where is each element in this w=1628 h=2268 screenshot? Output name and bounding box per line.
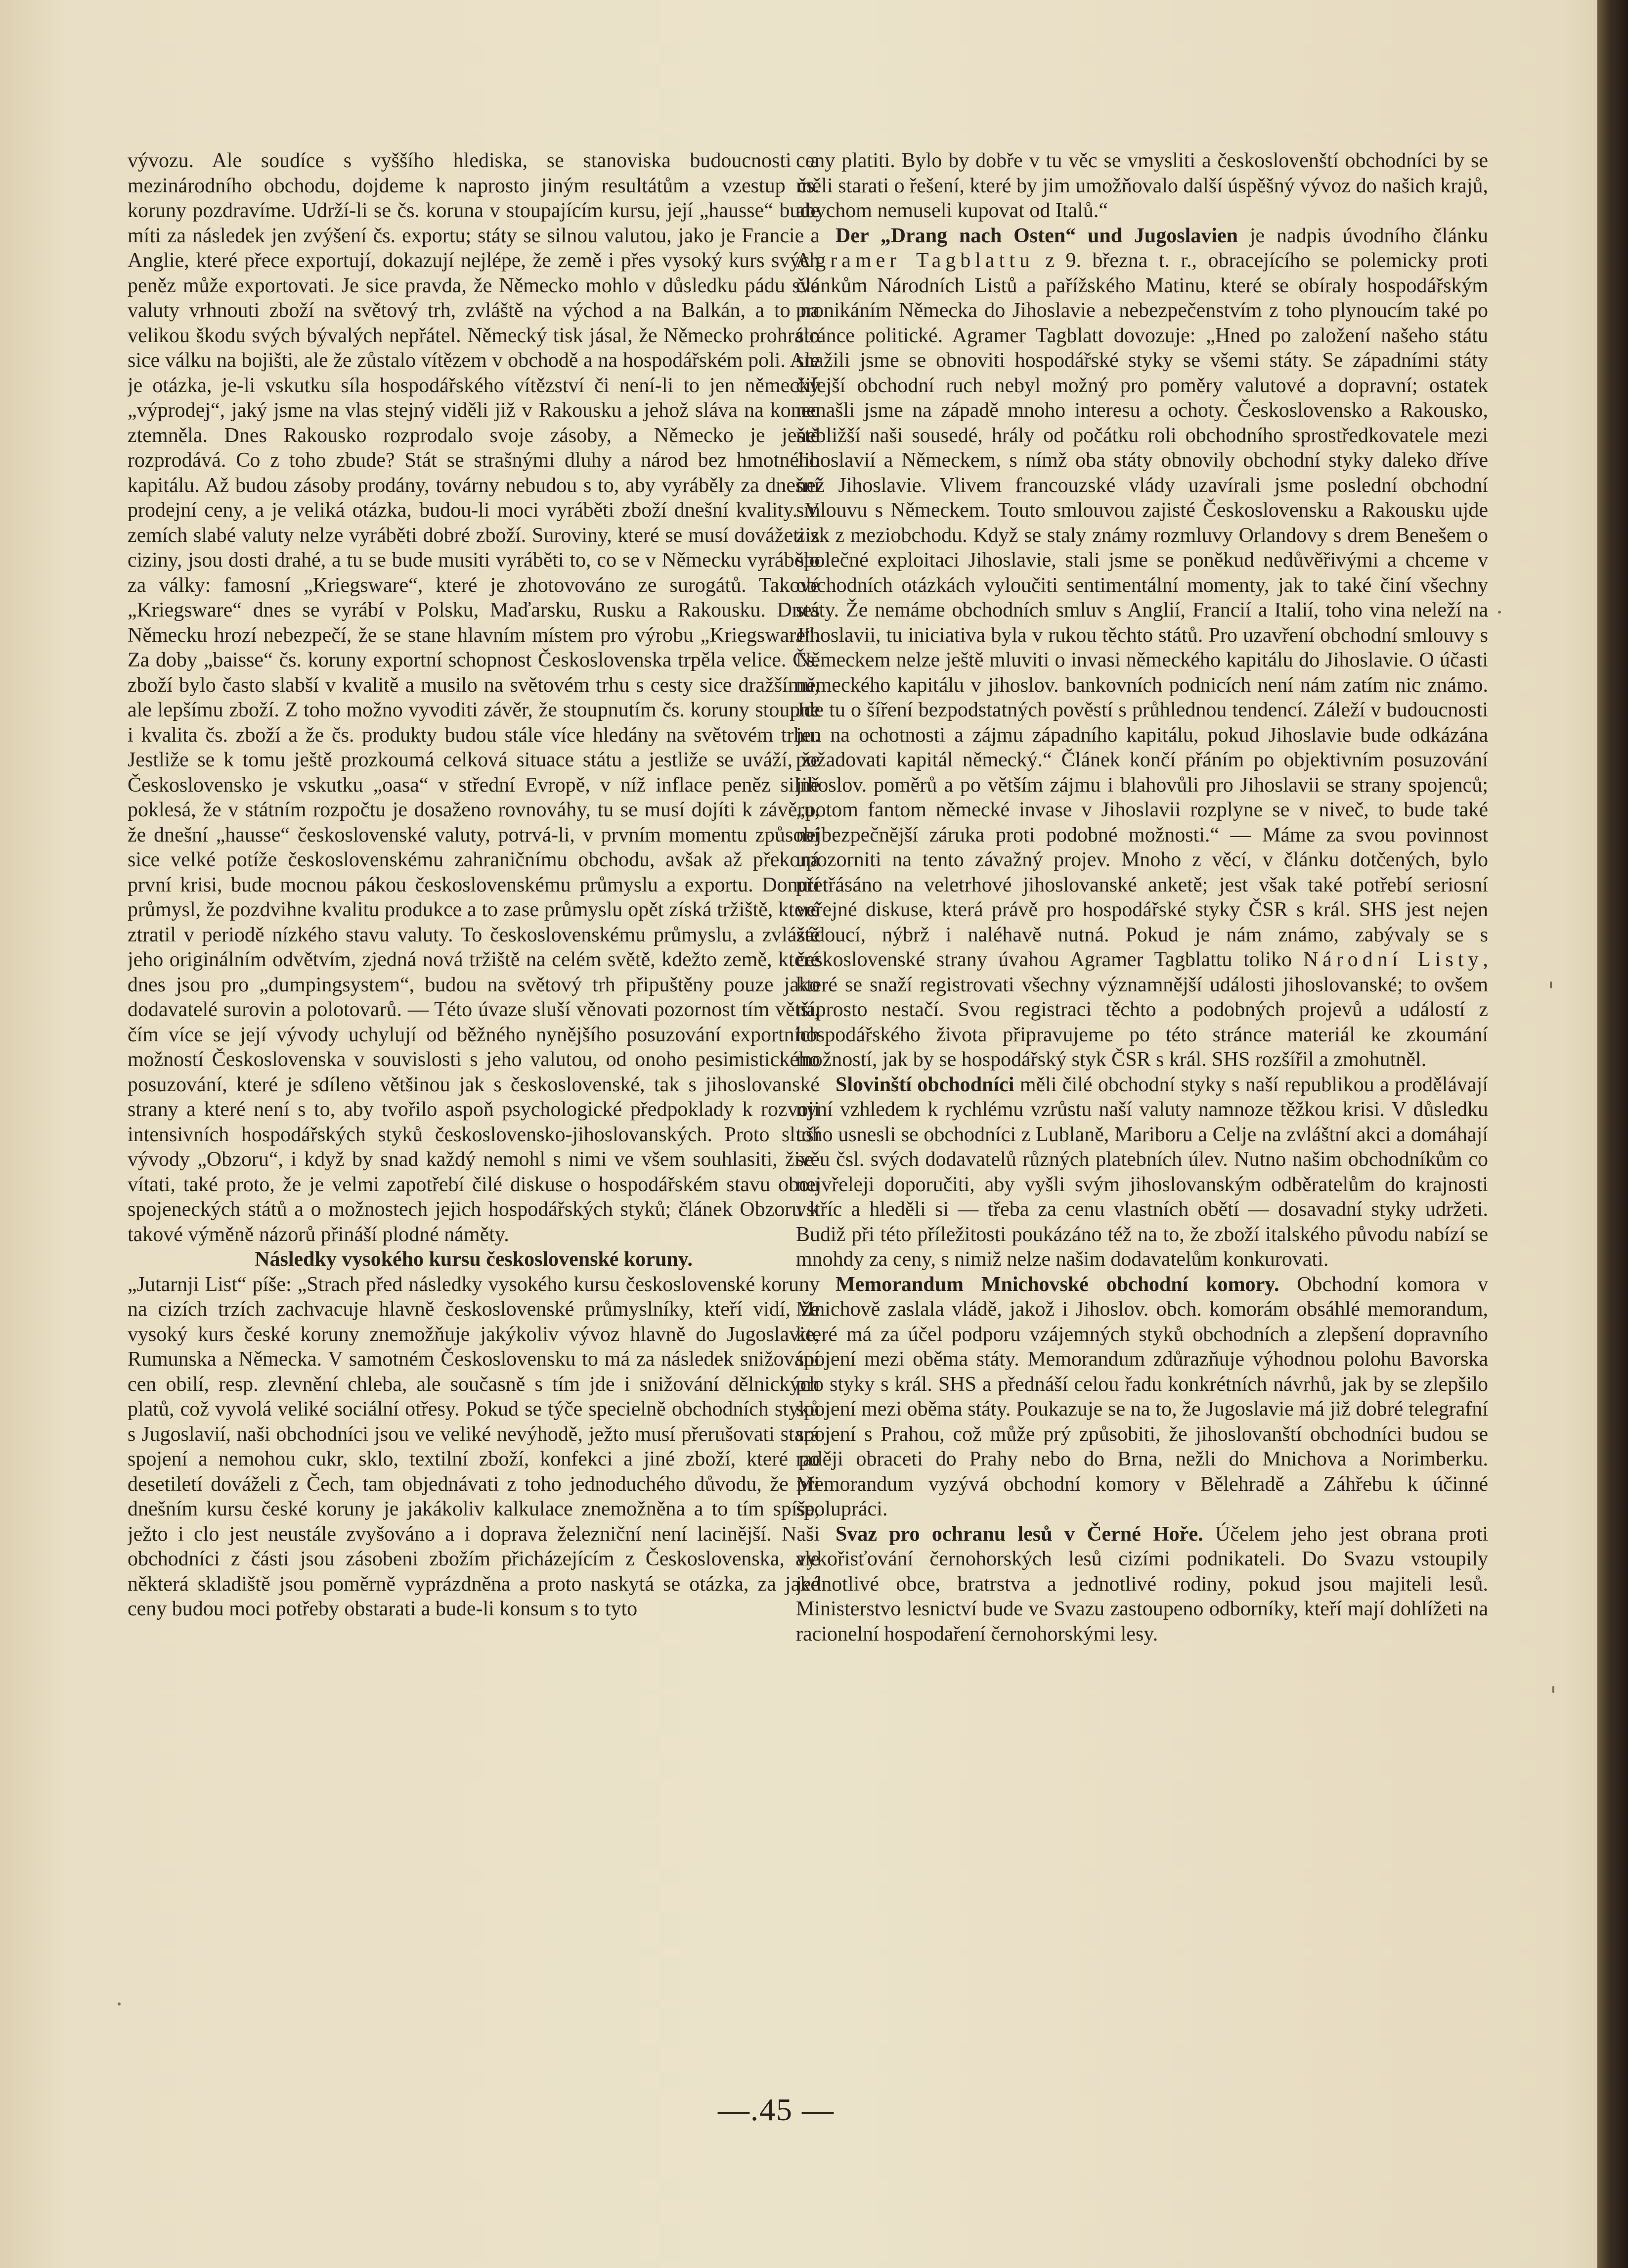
page-number: —.45 — — [718, 2092, 835, 2127]
left-column — [128, 148, 820, 2037]
text-drang-end: , které se snaží registrovati všechny významnější události jihoslovanské; to ovšem naprosto nestačí. Svou registraci těchto a podobných projevů a událostí z hospodářského života připravujeme po této stránce materiál ke zkoumání možností, jak by se hospodářský styk ČSR s král. SHS rozšířil a zmohutněl. — [796, 948, 1488, 1071]
heading-montenegro-forests: Svaz pro ochranu lesů v Černé Hoře. — [836, 1522, 1203, 1546]
article-montenegro-forests — [796, 1522, 1488, 1647]
paragraph-continuation: ceny platiti. Bylo by dobře v tu věc se vmysliti a českoslovenští obchodníci by se měli starati o řešení, které by jim umožňovalo další úspěšný vývoz do našich krajů, abychom nemuseli kupovat od Italů.“ — [796, 149, 1488, 222]
heading-munich-memorandum: Memorandum Mnichovské obchodní komory. — [836, 1273, 1279, 1296]
heading-high-rate-consequences: Následky vysokého kursu československé koruny. — [255, 1248, 693, 1271]
text-narodni-listy: Národní Listy — [1303, 948, 1483, 971]
paper-speck — [118, 2002, 121, 2005]
text-montenegro-forests: Účelem jeho jest obrana proti vykořisťování černohorských lesů cizími podnikateli. Do Svazu vstoupily jednotlivé obce, bratrstva a jednotlivé rodiny, pokud jsou majiteli lesů. Ministerstvo lesnictví bude ve Svazu zastoupeno odborníky, kteří mají dohlížeti na racionelní hospodaření černohorskými lesy. — [796, 1522, 1488, 1645]
paper-speck — [1498, 611, 1501, 614]
paragraph-export-outlook: vývozu. Ale soudíce s vyššího hlediska, se stanoviska budoucnosti a mezinárodního obchodu, dojdeme k naprosto jiným resultátům a vzestup čs. koruny pozdravíme. Udrží-li se čs. koruna v stoupajícím kursu, její „hausse“ bude míti za následek jen zvýšení čs. exportu; státy se silnou valutou, jako je Francie a Anglie, které přece exportují, dokazují nejlépe, že země i přes vysoký kurs svých peněz může exportovati. Je sice pravda, že Německo mohlo v důsledku pádu své valuty vrhnouti zboží na světový trh, zvláště na východ a na Balkán, a to na velikou škodu svých bývalých nepřátel. Německý tisk jásal, že Německo prohrálo sice válku na bojišti, ale že zůstalo vítězem v obchodě a na hospodářském poli. Ale je otázka, je-li vskutku síla hospodářského vítězství či není-li to jen německý „výprodej“, jaký jsme na vlas stejný viděli již v Rakousku a jehož sláva na konec ztemněla. Dnes Rakousko rozprodalo svoje zásoby, a Německo je ještě rozprodává. Co z toho zbude? Stát se strašnými dluhy a národ bez hmotného kapitálu. Až budou zásoby prodány, továrny nebudou s to, aby vyráběly za dnešní prodejní ceny, a je veliká otázka, budou-li moci vyráběti zboží dnešní kvality. V zemích slabé valuty nelze vyráběti dobré zboží. Suroviny, které se musí dovážeti z ciziny, jsou dosti drahé, a tu se bude musiti vyráběti to, co se v Německu vyrábělo za války: famosní „Kriegsware“, které je zhotovováno ze surogátů. Takové „Kriegsware“ dnes se vyrábí v Polsku, Maďarsku, Rusku a Rakousku. Dnes Německu hrozí nebezpečí, že se stane hlavním místem pro výrobu „Kriegsware“. Za doby „baisse“ čs. koruny exportní schopnost Československa trpěla velice. Čs. zboží bylo často slabší v kvalitě a musilo na světovém trhu s cesty sice dražšímu, ale lepšímu zboží. Z toho možno vyvoditi závěr, že stoupnutím čs. koruny stoupne i kvalita čs. zboží a že čs. produkty budou stále více hledány na světovém trhu. Jestliže se k tomu ještě prozkoumá celková situace státu a jestliže se uváží, že Československo je vskutku „oasa“ v střední Evropě, v níž inflace peněz silně poklesá, že v státním rozpočtu je dosaženo rovnováhy, tu se musí dojíti k závěru, že dnešní „hausse“ československé valuty, potrvá-li, v prvním momentu způsobí sice velké potíže československému zahraničnímu obchodu, avšak až překoná první krisi, bude mocnou pákou československému průmyslu a exportu. Donutí průmysl, že pozdvihne kvalitu produkce a to zase průmyslu opět získá tržiště, které ztratil v periodě nízkého stavu valuty. To československému průmyslu, a zvláště jeho originálním odvětvím, zjedná nová tržiště na celém světě, kdežto země, které dnes jsou pro „dumpingsystem“, budou na světový trh připuštěny pouze jako dodavatelé surovin a polotovarů. — Této úvaze sluší věnovati pozornost tím větší, čím více se její vývody uchylují od běžného nynějšího posuzování exportních možností Československa v souvislosti s jeho valutou, od onoho pesimistického posuzování, které je sdíleno většinou jak s československé, tak s jihoslovanské strany a které není s to, aby tvořilo aspoň psychologické předpoklady k rozvoji intensivních hospodářských styků československo-jihoslovanských. Proto sluší vývody „Obzoru“, i když by snad každý nemohl s nimi ve všem souhlasiti, živě vítati, také proto, že je velmi zapotřebí čilé diskuse o hospodářském stavu obou spojeneckých států a o možnostech jejich hospodářských styků; článek Obzoru k takové výměně názorů přináší plodné náměty. — [128, 149, 820, 1246]
heading-slovene-traders: Slovinští obchodníci — [836, 1073, 1014, 1096]
text-agramer-tagblatt: Agramer Tagblattu — [796, 249, 1034, 272]
paper-speck — [1550, 981, 1552, 988]
article-slovene-traders — [796, 1072, 1488, 1272]
article-drang-nach-osten — [796, 223, 1488, 1072]
text-slovene-traders: měli čilé obchodní styky s naší republikou a prodělávají nyní vzhledem k rychlému vzrůstu naší valuty namnoze těžkou krisi. V důsledku toho usnesli se obchodníci z Lublaně, Mariboru a Celje na zvláštní akci a domáhají se u čsl. svých dodavatelů různých platebních úlev. Nutno našim obchodníkům co nejvřeleji doporučiti, aby vyšli svým jihoslovanským odběratelům do krajnosti vstříc a hleděli si — třeba za cenu vlastních obětí — dosavadní styky udržeti. Budiž při této příležitosti poukázáno též na to, že zboží italského původu nabízí se mnohdy za ceny, s nimiž nelze našim dodavatelům konkurovati. — [796, 1073, 1488, 1271]
text-munich-memorandum: Obchodní komora v Mnichově zaslala vládě, jakož i Jihoslov. obch. komorám obsáhlé memorandum, které má za účel podporu vzájemných styků obchodních a zlepšení dopravního spojení mezi oběma státy. Memorandum zdůrazňuje výhodnou polohu Bavorska pro styky s král. SHS a přednáší celou řadu konkrétních návrhů, jak by se zlepšilo spojení mezi oběma státy. Poukazuje se na to, že Jugoslavie má již dobré telegrafní spojení s Prahou, což může prý způsobiti, že jihoslovanští obchodníci budou se raději obraceti do Prahy nebo do Brna, nežli do Mnichova a Norimberku. Memorandum vyzývá obchodní komory v Bělehradě a Záhřebu k účinné spolupráci. — [796, 1273, 1488, 1520]
text-drang-body: z 9. března t. r., obracejícího se polemicky proti článkům Národních Listů a pařížského Matinu, které se obíraly hospodářským pronikáním Německa do Jihoslavie a nebezpečenstvím z toho plynoucím také po stránce politické. Agramer Tagblatt dovozuje: „Hned po založení našeho státu snažili jsme se obnoviti hospodářské styky se všemi státy. Se západními státy čilejší obchodní ruch nebyl možný pro poměry valutové a dopravní; ostatek nenašli jsme na západě mnoho interesu a ochoty. Československo a Rakousko, nebližší naši sousedé, hrály od počátku roli obchodního sprostředkovatele mezi Jihoslavií a Německem, s nímž oba státy obnovily obchodní styky daleko dříve než Jihoslavie. Vlivem francouzské vlády uzavírali jsme poslední obchodní smlouvu s Německem. Touto smlouvou zajisté Československu a Rakousku ujde zisk z meziobchodu. Když se staly známy rozmluvy Orlandovy s drem Benešem o společné exploitaci Jihoslavie, stali jsme se poněkud nedůvěřivými a chceme v obchodních otázkách vyloučiti sentimentální momenty, jak to také činí všechny státy. Že nemáme obchodních smluv s Anglií, Francií a Italií, toho vina neleží na Jihoslavii, tu iniciativa byla v rukou těchto států. Pro uzavření obchodní smlouvy s Německem nelze ještě mluviti o invasi německého kapitálu do Jihoslavie. O účasti německého kapitálu v jihoslov. bankovních podnicích není nám zatím nic známo. Jde tu o šíření bezpodstatných pověstí s průhlednou tendencí. Záleží v budoucnosti jen na ochotnosti a zájmu západního kapitálu, pokud Jihoslavie bude odkázána požadovati kapitál německý.“ Článek končí přáním po objektivním posuzování jihoslov. poměrů a po větším zájmu i blahovůli pro Jihoslavii se strany spojenců; „potom fantom německé invase v Jihoslavii rozplyne se v niveč, to bude také nejbezpečnější záruka proti podobné možnosti.“ — Máme za svou povinnost upozorniti na tento závažný projev. Mnoho z věcí, v článku dotčených, bylo přetřásáno na veletrhové jihoslovanské anketě; jest však také potřebí seriosní veřejné diskuse, která právě pro hospodářské styky ČSR s král. SHS jest nejen žádoucí, nýbrž i naléhavě nutná. Pokud je nám známo, zabývaly se s československé strany úvahou Agramer Tagblattu toliko — [796, 249, 1488, 971]
paper-speck — [1552, 1686, 1554, 1693]
text-drang-intro: je nadpis úvodního článku — [1237, 224, 1488, 247]
book-binding-edge — [1597, 0, 1628, 2268]
paragraph-jutarnji-list: „Jutarnji List“ píše: „Strach před následky vysokého kursu československé koruny na cizích trzích zachvacuje hlavně československé průmyslníky, kteří vidí, že vysoký kurs české koruny znemožňuje jakýkoliv vývoz hlavně do Jugoslavie, Rumunska a Německa. V samotném Československu to má za následek snižování cen obilí, resp. zlevnění chleba, ale současně s tím jde i snižování dělnických platů, což vyvolá veliké sociální otřesy. Pokud se týče specielně obchodních styků s Jugoslavií, naši obchodníci jsou ve veliké nevýhodě, ježto musí přerušovati stará spojení a nemohou cukr, sklo, textilní zboží, konfekci a jiné zboží, které po desetiletí dováželi z Čech, tam objednávati z toho jednoduchého důvodu, že při dnešním kursu české koruny je jakákoliv kalkulace znemožněna a to tím spíše, ježto i clo jest neustále zvyšováno a i doprava železniční není lacinější. Naši obchodníci z části jsou zásobeni zbožím přicházejícím z Československa, ale některá skladiště jsou poměrně vyprázdněna a proto naskytá se otázka, za jaké ceny budou moci potřeby obstarati a bude-li konsum s to tyto — [128, 1273, 820, 1620]
heading-drang-nach-osten: Der „Drang nach Osten“ und Jugoslavien — [836, 224, 1238, 247]
article-munich-memorandum — [796, 1272, 1488, 1522]
right-column — [796, 148, 1488, 2037]
